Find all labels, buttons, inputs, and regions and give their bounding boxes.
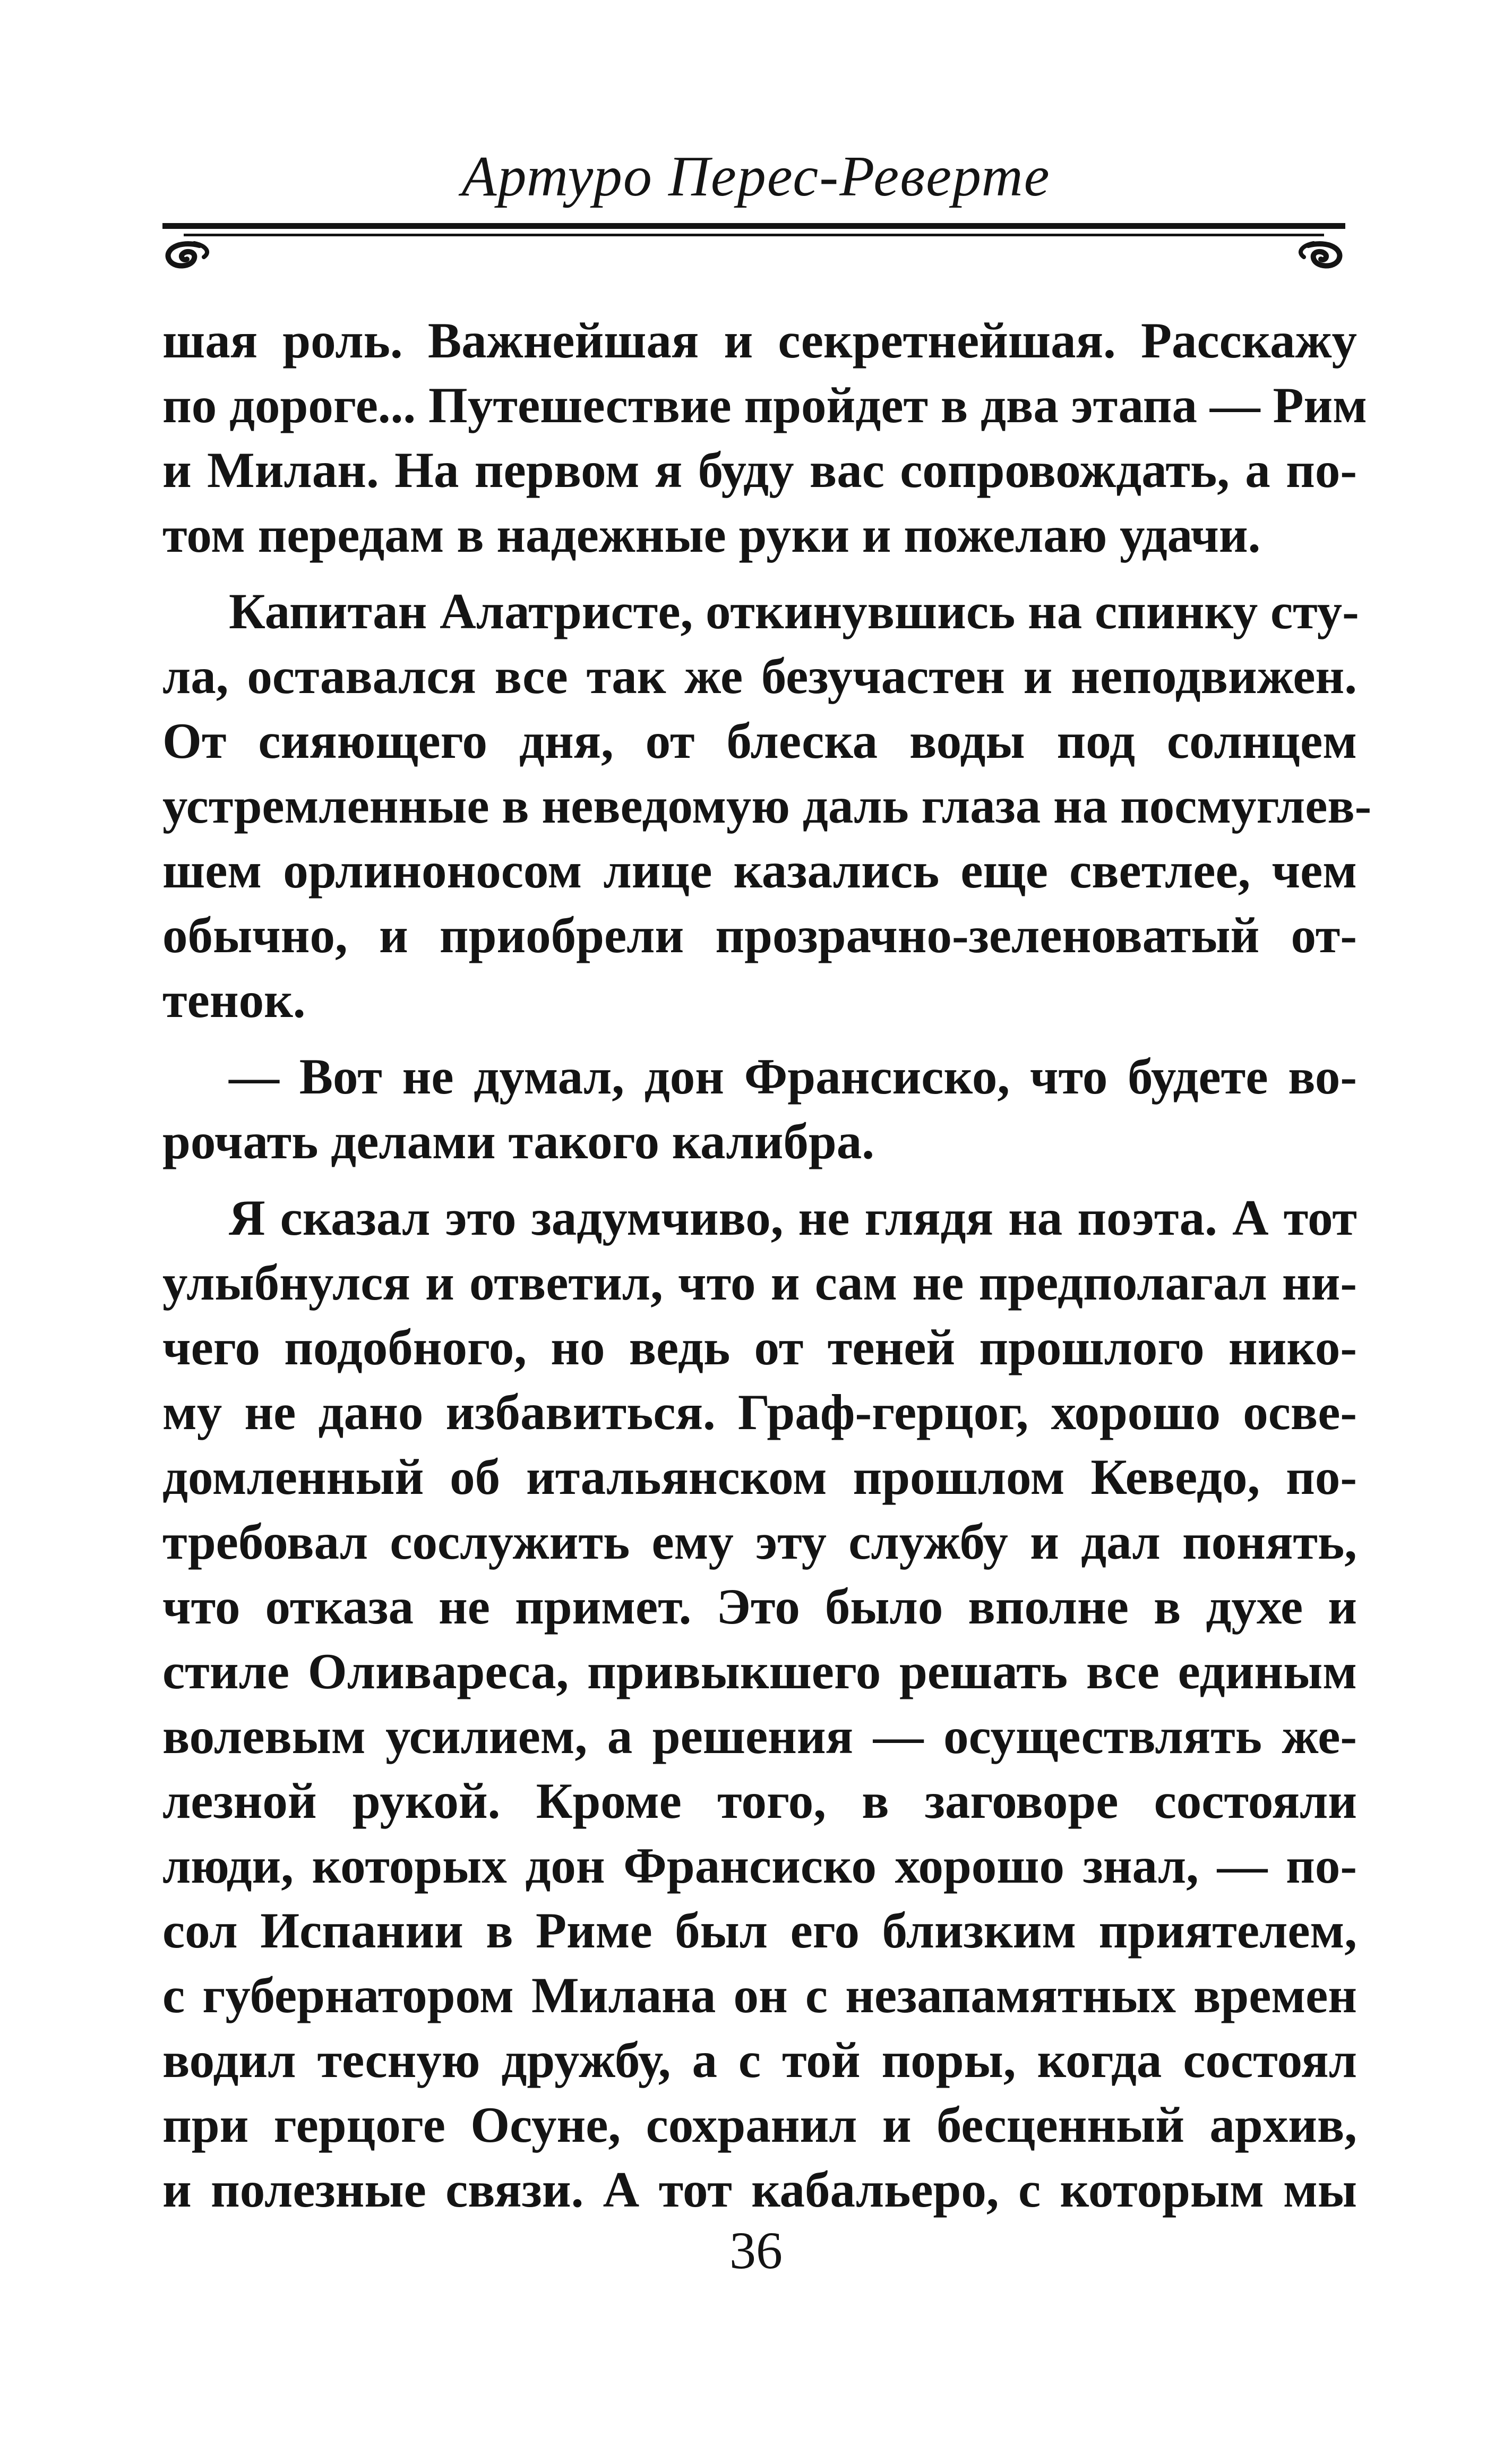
right-scroll-ornament-icon: [1301, 243, 1340, 266]
text-line: рочать делами такого калибра.: [162, 1113, 874, 1169]
ornamental-rule-icon: [162, 222, 1345, 270]
text-line: обычно, и приобрели прозрачно-зеленоватый от-: [162, 907, 1357, 963]
text-line: — Вот не думал, дон Франсиско, что будете во-: [229, 1048, 1357, 1105]
paragraph-gap: [162, 567, 1357, 579]
text-line: и Милан. На первом я буду вас сопровождать, а по-: [162, 442, 1357, 498]
text-line: чего подобного, но ведь от теней прошлого нико-: [162, 1319, 1357, 1375]
text-line: по дороге... Путешествие пройдет в два этапа — Рим: [162, 377, 1367, 433]
text-line: лезной рукой. Кроме того, в заговоре состояли: [162, 1773, 1357, 1829]
text-line: требовал сослужить ему эту службу и дал понять,: [162, 1514, 1357, 1570]
text-line: домленный об итальянском прошлом Кеведо, по-: [162, 1449, 1357, 1505]
text-line: что отказа не примет. Это было вполне в духе и: [162, 1578, 1357, 1635]
text-line: водил тесную дружбу, а с той поры, когда состоял: [162, 2032, 1357, 2088]
page-number: 36: [729, 2221, 783, 2280]
paragraph-gap: [162, 1174, 1357, 1185]
text-line: стиле Оливареса, привыкшего решать все единым: [162, 1643, 1357, 1699]
text-line: и полезные связи. А тот кабальеро, с которым мы: [162, 2161, 1357, 2218]
text-line: ла, оставался все так же безучастен и неподвижен.: [162, 648, 1357, 704]
text-line: шем орлиноносом лице казались еще светлее, чем: [162, 842, 1357, 899]
text-line: сол Испании в Риме был его близким приятелем,: [162, 1902, 1357, 1959]
text-line: устремленные в неведомую даль глаза на посмуглев-: [162, 777, 1372, 834]
body-text: [162, 308, 1372, 2222]
paragraph-gap: [162, 1032, 1357, 1044]
left-scroll-ornament-icon: [168, 243, 208, 266]
text-line: улыбнулся и ответил, что и сам не предполагал ни-: [162, 1254, 1357, 1311]
text-line: люди, которых дон Франсиско хорошо знал, — по-: [162, 1837, 1357, 1894]
text-line: при герцоге Осуне, сохранил и бесценный архив,: [162, 2097, 1357, 2153]
text-line: волевым усилием, а решения — осуществлять же-: [162, 1708, 1357, 1764]
text-line: Я сказал это задумчиво, не глядя на поэта. А тот: [229, 1190, 1357, 1246]
text-line: Капитан Алатристе, откинувшись на спинку сту-: [229, 583, 1359, 639]
text-line: От сияющего дня, от блеска воды под солнцем: [162, 713, 1357, 769]
text-line: шая роль. Важнейшая и секретнейшая. Расскажу: [162, 312, 1357, 369]
text-line: му не дано избавиться. Граф-герцог, хорошо осве-: [162, 1384, 1357, 1440]
text-line: тенок.: [162, 972, 306, 1028]
text-line: с губернатором Милана он с незапамятных времен: [162, 1967, 1357, 2023]
text-line: том передам в надежные руки и пожелаю удачи.: [162, 507, 1261, 563]
running-title: Артуро Перес-Реверте: [461, 145, 1051, 208]
